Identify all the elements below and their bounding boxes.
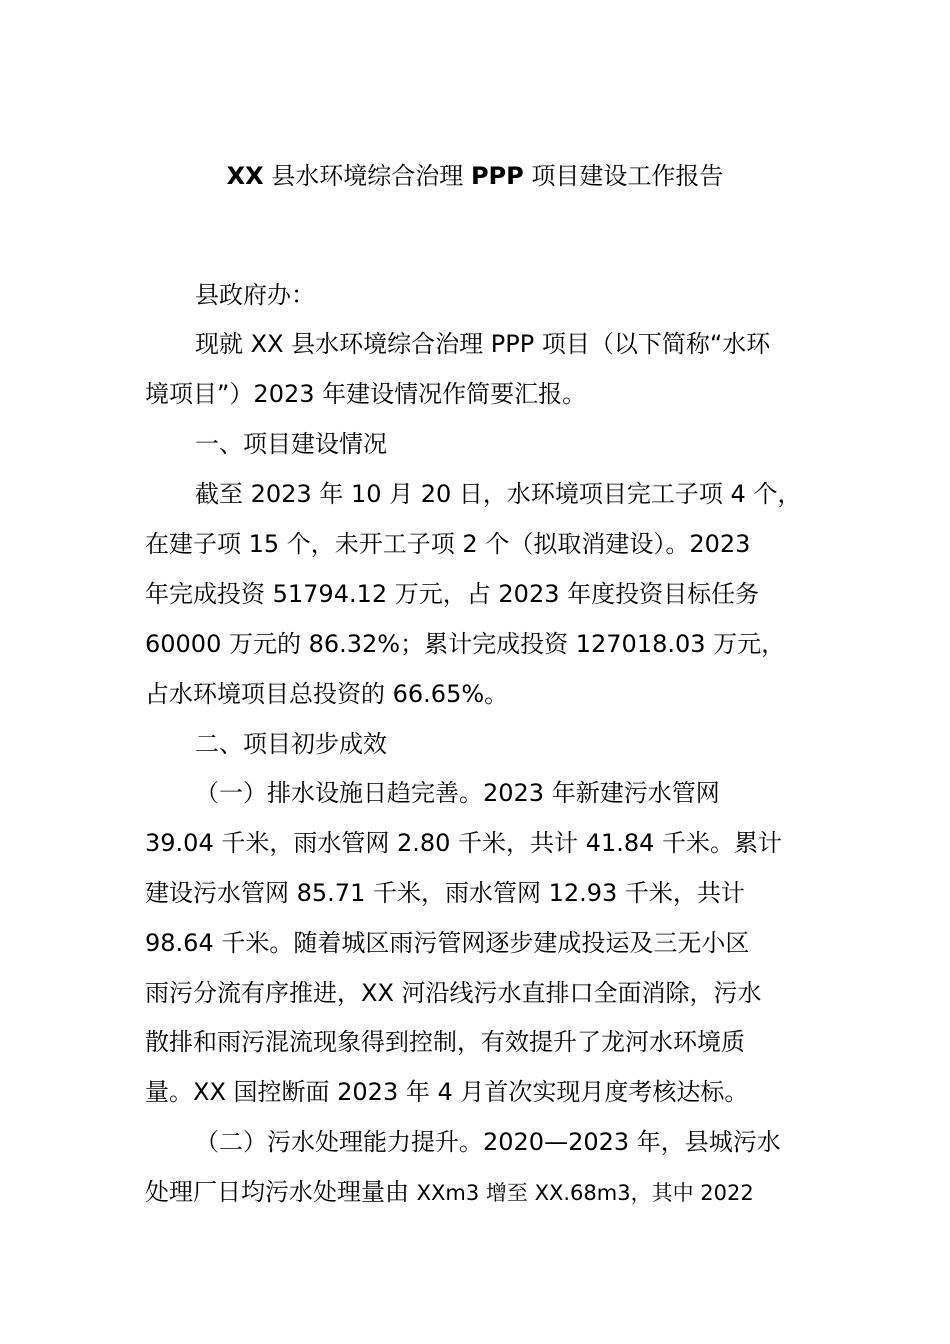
paragraph-line: 现就 XX 县水环境综合治理 PPP 项目（以下简称“水环 [195,330,771,358]
paragraph-line: 在建子项 15 个，未开工子项 2 个（拟取消建设）。2023 [145,530,751,558]
document-title [0,158,950,194]
title-part: PPP [470,162,524,190]
line-part: XXm3 增至 XX.68m3，其中 2022 [416,1181,754,1205]
paragraph-line: 占水环境项目总投资的 66.65%。 [145,680,509,708]
title-part: 县水环境综合治理 [271,162,464,190]
paragraph-line: 98.64 千米。随着城区雨污管网逐步建成投运及三无小区 [145,929,750,957]
line-part: 处理厂日均污水处理量由 [145,1178,417,1206]
paragraph-line: （二）污水处理能力提升。2020—2023 年，县城污水 [195,1128,781,1156]
title-part: 项目建设工作报告 [531,162,724,190]
paragraph-line [145,1175,754,1210]
paragraph-line: （一）排水设施日趋完善。2023 年新建污水管网 [195,779,720,807]
title-part: XX [226,162,264,190]
paragraph-line: 截至 2023 年 10 月 20 日，水环境项目完工子项 4 个， [195,480,802,508]
paragraph-line: 39.04 千米，雨水管网 2.80 千米，共计 41.84 千米。累计 [145,829,782,857]
paragraph-line: 境项目”）2023 年建设情况作简要汇报。 [145,380,587,408]
paragraph-line: 建设污水管网 85.71 千米，雨水管网 12.93 千米，共计 [145,879,745,907]
paragraph-line: 60000 万元的 86.32%；累计完成投资 127018.03 万元， [145,630,786,658]
section-heading: 二、项目初步成效 [195,730,387,758]
paragraph-line: 年完成投资 51794.12 万元，占 2023 年度投资目标任务 [145,580,760,608]
paragraph-line: 雨污分流有序推进，XX 河沿线污水直排口全面消除，污水 [145,979,762,1007]
salutation: 县政府办： [195,281,315,309]
section-heading: 一、项目建设情况 [195,430,387,458]
paragraph-line: 散排和雨污混流现象得到控制，有效提升了龙河水环境质 [145,1028,745,1056]
paragraph-line: 量。XX 国控断面 2023 年 4 月首次实现月度考核达标。 [145,1078,749,1106]
